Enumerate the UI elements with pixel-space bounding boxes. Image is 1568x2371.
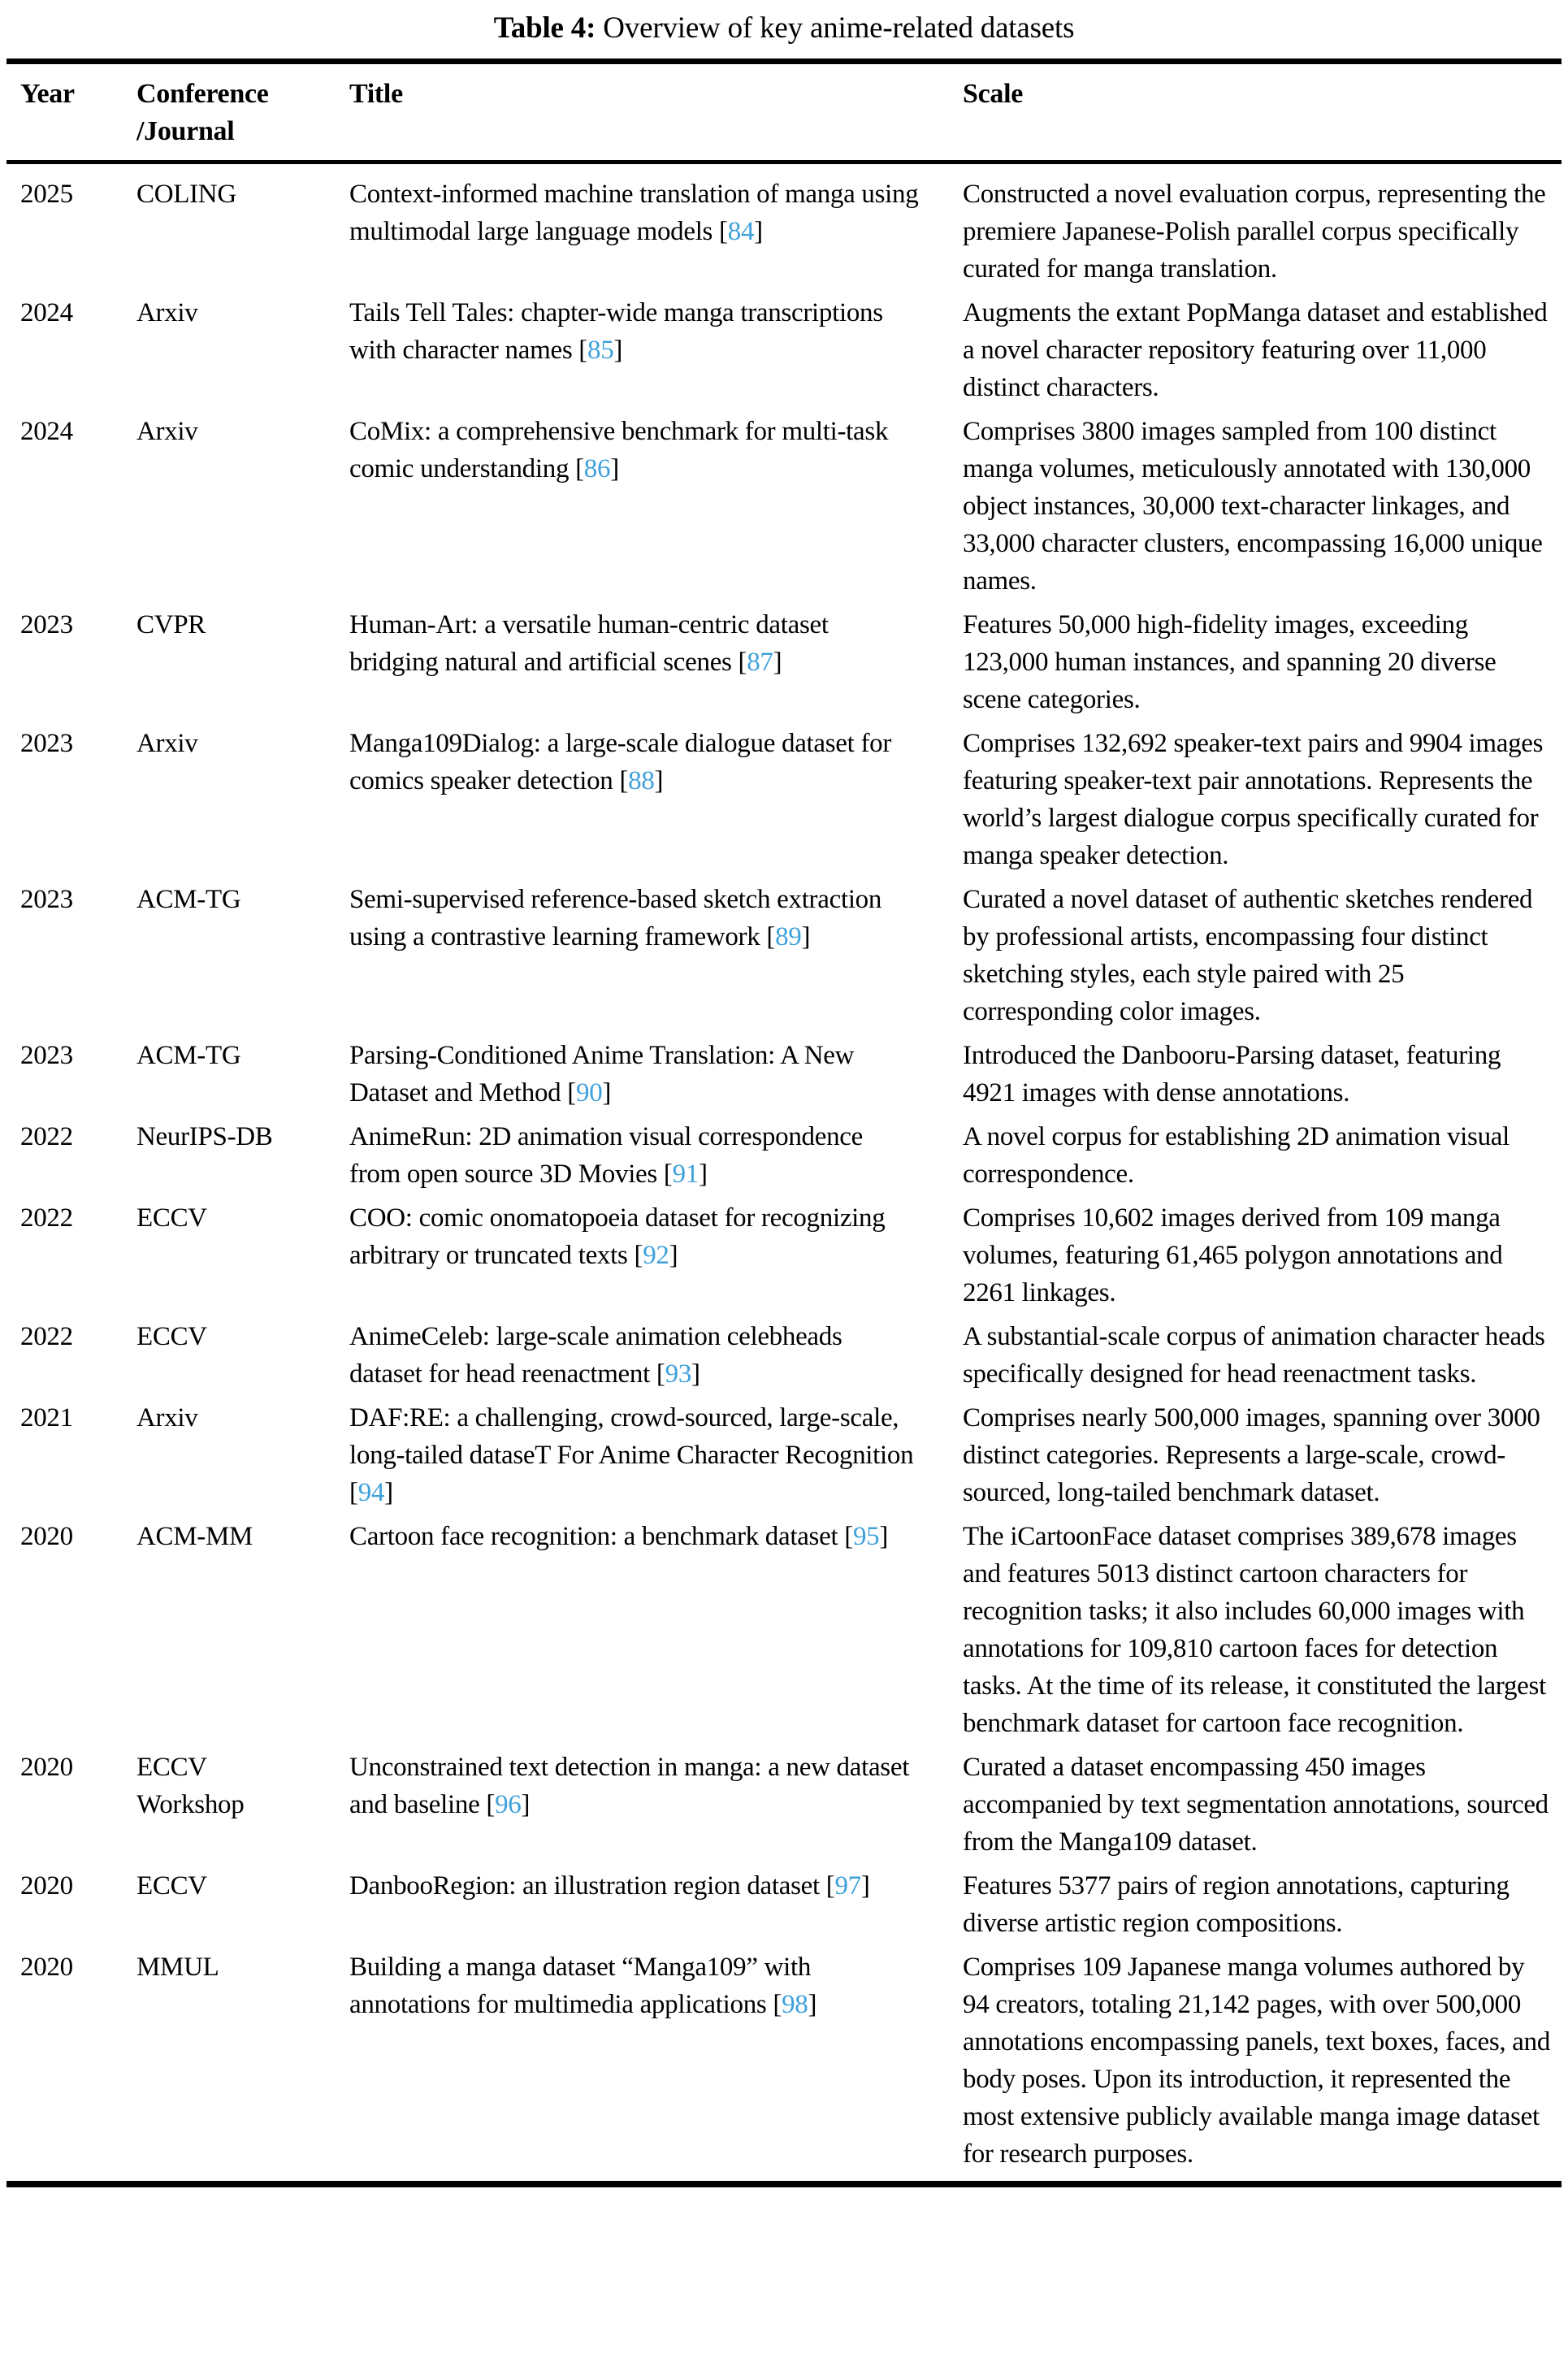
title-cell <box>336 722 949 878</box>
scale-description: Features 50,000 high-fidelity images, exceeding 123,000 human instances, and spanning 20 diverse scene categories. <box>963 610 1497 714</box>
conference-value: Arxiv <box>136 298 198 327</box>
datasets-table <box>6 59 1562 2187</box>
citation-bracket-close: ] <box>669 1241 678 1270</box>
table-row <box>6 1196 1562 1315</box>
year-value: 2023 <box>20 729 73 758</box>
year-value: 2020 <box>20 1522 73 1551</box>
paper-page <box>0 10 1568 2187</box>
conference-value: COLING <box>136 180 236 209</box>
year-cell <box>6 1315 123 1396</box>
conference-value: ACM-TG <box>136 885 241 914</box>
paper-title: AnimeRun: 2D animation visual correspondence from open source 3D Movies <box>349 1122 863 1189</box>
citation-link[interactable]: 96 <box>495 1790 522 1819</box>
year-value: 2023 <box>20 1041 73 1070</box>
paper-title: Tails Tell Tales: chapter-wide manga transcriptions with character names <box>349 298 883 365</box>
scale-description: Constructed a novel evaluation corpus, representing the premiere Japanese-Polish parallel corpus specifically curated for manga translation. <box>963 180 1546 284</box>
scale-description: The iCartoonFace dataset comprises 389,678 images and features 5013 distinct cartoon characters for recognition tasks; it also includes 60,000 images with annotations for 109,810 cartoon faces for detection tasks. At the time of its release, it constituted the largest benchmark dataset for cartoon face recognition. <box>963 1522 1546 1738</box>
scale-cell <box>949 1315 1562 1396</box>
year-value: 2020 <box>20 1953 73 1982</box>
year-cell <box>6 722 123 878</box>
year-cell <box>6 603 123 722</box>
title-cell <box>336 163 949 292</box>
conference-cell <box>123 163 336 292</box>
scale-description: Comprises nearly 500,000 images, spanning over 3000 distinct categories. Represents a large-scale, crowd-sourced, long-tailed benchmark dataset. <box>963 1403 1540 1507</box>
scale-description: Curated a novel dataset of authentic sketches rendered by professional artists, encompassing four distinct sketching styles, each style paired with 25 corresponding color images. <box>963 885 1533 1026</box>
conference-cell <box>123 410 336 603</box>
table-row <box>6 1034 1562 1115</box>
scale-cell <box>949 163 1562 292</box>
conference-value: Arxiv <box>136 729 198 758</box>
scale-description: Curated a dataset encompassing 450 images accompanied by text segmentation annotations, sourced from the Manga109 dataset. <box>963 1753 1549 1857</box>
citation-bracket-open: [ <box>760 922 776 951</box>
year-cell <box>6 291 123 410</box>
scale-description: A substantial-scale corpus of animation character heads specifically designed for head reenactment tasks. <box>963 1322 1545 1389</box>
citation-link[interactable]: 94 <box>357 1478 385 1507</box>
conference-value: ECCV <box>136 1322 207 1351</box>
conference-value: ACM-MM <box>136 1522 253 1551</box>
title-cell <box>336 1515 949 1745</box>
citation-bracket-close: ] <box>699 1159 708 1189</box>
title-cell <box>336 1745 949 1864</box>
table-row <box>6 1864 1562 1945</box>
citation-link[interactable]: 95 <box>852 1522 880 1551</box>
scale-description: Comprises 109 Japanese manga volumes authored by 94 creators, totaling 21,142 pages, with over 500,000 annotations encompassing panels, text boxes, faces, and body poses. Upon its introduction, it represented the most extensive publicly available manga image dataset for research purposes. <box>963 1953 1551 2169</box>
paper-title: CoMix: a comprehensive benchmark for multi-task comic understanding <box>349 417 889 483</box>
table-row <box>6 163 1562 292</box>
citation-link[interactable]: 85 <box>587 336 614 365</box>
scale-cell <box>949 1396 1562 1515</box>
citation-bracket-open: [ <box>713 217 728 246</box>
citation-link[interactable]: 86 <box>583 454 611 483</box>
year-cell <box>6 1945 123 2184</box>
table-row <box>6 878 1562 1034</box>
conference-value: CVPR <box>136 610 206 639</box>
paper-title: AnimeCeleb: large-scale animation celebheads dataset for head reenactment <box>349 1322 842 1389</box>
year-value: 2020 <box>20 1753 73 1782</box>
scale-cell <box>949 1864 1562 1945</box>
conference-cell <box>123 1315 336 1396</box>
paper-title: Semi-supervised reference-based sketch extraction using a contrastive learning framework <box>349 885 882 951</box>
scale-description: Introduced the Danbooru-Parsing dataset, featuring 4921 images with dense annotations. <box>963 1041 1501 1107</box>
column-header-title: Title <box>336 62 949 163</box>
table-header <box>6 62 1562 163</box>
scale-cell <box>949 1515 1562 1745</box>
title-cell <box>336 1864 949 1945</box>
conference-value: Arxiv <box>136 1403 198 1433</box>
paper-title: Building a manga dataset “Manga109” with annotations for multimedia applications <box>349 1953 812 2019</box>
table-caption-label: Table 4: <box>493 11 596 45</box>
year-value: 2022 <box>20 1122 73 1151</box>
scale-cell <box>949 1034 1562 1115</box>
year-cell <box>6 1745 123 1864</box>
table-caption <box>6 10 1562 47</box>
scale-description: Features 5377 pairs of region annotations, capturing diverse artistic region compositions. <box>963 1871 1510 1938</box>
conference-value: MMUL <box>136 1953 219 1982</box>
conference-cell <box>123 1864 336 1945</box>
citation-bracket-close: ] <box>602 1078 612 1107</box>
scale-cell <box>949 878 1562 1034</box>
conference-value: ECCV Workshop <box>136 1753 245 1819</box>
table-row <box>6 1515 1562 1745</box>
citation-bracket-close: ] <box>691 1359 700 1389</box>
scale-cell <box>949 291 1562 410</box>
conference-cell <box>123 1515 336 1745</box>
table-row <box>6 722 1562 878</box>
conference-cell <box>123 291 336 410</box>
paper-title: Parsing-Conditioned Anime Translation: A New Dataset and Method <box>349 1041 855 1107</box>
citation-link[interactable]: 91 <box>672 1159 699 1189</box>
paper-title: Unconstrained text detection in manga: a new dataset and baseline <box>349 1753 910 1819</box>
title-cell <box>336 1945 949 2184</box>
table-row <box>6 1115 1562 1196</box>
year-cell <box>6 1515 123 1745</box>
citation-bracket-close: ] <box>610 454 619 483</box>
scale-cell <box>949 410 1562 603</box>
column-header-scale: Scale <box>949 62 1562 163</box>
table-row <box>6 1396 1562 1515</box>
conference-cell <box>123 1945 336 2184</box>
conference-cell <box>123 1034 336 1115</box>
scale-cell <box>949 1115 1562 1196</box>
citation-bracket-close: ] <box>521 1790 531 1819</box>
citation-bracket-close: ] <box>384 1478 393 1507</box>
title-cell <box>336 1315 949 1396</box>
year-value: 2024 <box>20 298 73 327</box>
citation-link[interactable]: 93 <box>665 1359 692 1389</box>
year-value: 2024 <box>20 417 73 446</box>
citation-link[interactable]: 88 <box>628 766 655 795</box>
scale-cell <box>949 1745 1562 1864</box>
scale-description: Comprises 132,692 speaker-text pairs and 9904 images featuring speaker-text pair annotations. Represents the world’s largest dialogue corpus specifically curated for manga speaker detection. <box>963 729 1544 870</box>
year-cell <box>6 163 123 292</box>
conference-value: Arxiv <box>136 417 198 446</box>
year-cell <box>6 1034 123 1115</box>
conference-value: NeurIPS-DB <box>136 1122 273 1151</box>
scale-description: Comprises 10,602 images derived from 109 manga volumes, featuring 61,465 polygon annotations and 2261 linkages. <box>963 1203 1503 1307</box>
scale-cell <box>949 722 1562 878</box>
year-value: 2021 <box>20 1403 73 1433</box>
title-cell <box>336 410 949 603</box>
column-header-conference: Conference /Journal <box>123 62 336 163</box>
citation-bracket-open: [ <box>572 336 587 365</box>
conference-value: ECCV <box>136 1871 207 1901</box>
conference-cell <box>123 603 336 722</box>
paper-title: DanbooRegion: an illustration region dataset <box>349 1871 820 1901</box>
table-row <box>6 410 1562 603</box>
citation-bracket-close: ] <box>773 648 782 677</box>
year-value: 2020 <box>20 1871 73 1901</box>
year-cell <box>6 410 123 603</box>
conference-cell <box>123 1396 336 1515</box>
paper-title: Manga109Dialog: a large-scale dialogue dataset for comics speaker detection <box>349 729 892 795</box>
title-cell <box>336 291 949 410</box>
citation-bracket-open: [ <box>349 1478 358 1507</box>
title-cell <box>336 1196 949 1315</box>
citation-bracket-open: [ <box>627 1241 643 1270</box>
citation-link[interactable]: 90 <box>576 1078 603 1107</box>
paper-title: Cartoon face recognition: a benchmark dataset <box>349 1522 838 1551</box>
citation-bracket-open: [ <box>649 1359 665 1389</box>
scale-cell <box>949 603 1562 722</box>
citation-bracket-open: [ <box>569 454 584 483</box>
conference-value: ACM-TG <box>136 1041 241 1070</box>
scale-cell <box>949 1196 1562 1315</box>
conference-cell <box>123 1745 336 1864</box>
citation-bracket-close: ] <box>860 1871 870 1901</box>
conference-value: ECCV <box>136 1203 207 1233</box>
paper-title: Context-informed machine translation of manga using multimodal large language models <box>349 180 919 246</box>
citation-link[interactable]: 89 <box>775 922 802 951</box>
citation-bracket-open: [ <box>838 1522 853 1551</box>
citation-link[interactable]: 98 <box>782 1990 808 2019</box>
column-header-year: Year <box>6 62 123 163</box>
citation-bracket-open: [ <box>819 1871 835 1901</box>
citation-bracket-open: [ <box>613 766 629 795</box>
table-row <box>6 291 1562 410</box>
citation-bracket-open: [ <box>766 1990 782 2019</box>
title-cell <box>336 878 949 1034</box>
conference-cell <box>123 722 336 878</box>
year-cell <box>6 1115 123 1196</box>
citation-bracket-close: ] <box>808 1990 817 2019</box>
citation-link[interactable]: 84 <box>727 217 755 246</box>
conference-cell <box>123 1196 336 1315</box>
title-cell <box>336 1115 949 1196</box>
year-value: 2023 <box>20 610 73 639</box>
year-cell <box>6 1396 123 1515</box>
citation-bracket-close: ] <box>879 1522 889 1551</box>
citation-bracket-close: ] <box>801 922 811 951</box>
title-cell <box>336 1034 949 1115</box>
citation-bracket-open: [ <box>479 1790 496 1819</box>
title-cell <box>336 603 949 722</box>
citation-link[interactable]: 97 <box>834 1871 861 1901</box>
scale-description: Comprises 3800 images sampled from 100 distinct manga volumes, meticulously annotated with 130,000 object instances, 30,000 text-character linkages, and 33,000 character clusters, encompassing 16,000 unique names. <box>963 417 1543 596</box>
table-row <box>6 1945 1562 2184</box>
citation-link[interactable]: 92 <box>643 1241 669 1270</box>
paper-title: COO: comic onomatopoeia dataset for recognizing arbitrary or truncated texts <box>349 1203 886 1270</box>
citation-bracket-close: ] <box>754 217 763 246</box>
conference-cell <box>123 1115 336 1196</box>
conference-cell <box>123 878 336 1034</box>
scale-description: A novel corpus for establishing 2D animation visual correspondence. <box>963 1122 1510 1189</box>
year-cell <box>6 1864 123 1945</box>
year-value: 2022 <box>20 1322 73 1351</box>
table-row <box>6 603 1562 722</box>
table-row <box>6 1745 1562 1864</box>
citation-bracket-open: [ <box>561 1078 576 1107</box>
citation-bracket-open: [ <box>656 1159 673 1189</box>
citation-bracket-open: [ <box>731 648 747 677</box>
citation-bracket-close: ] <box>654 766 664 795</box>
table-row <box>6 1315 1562 1396</box>
year-cell <box>6 1196 123 1315</box>
scale-cell <box>949 1945 1562 2184</box>
table-caption-text: Overview of key anime-related datasets <box>596 11 1075 45</box>
table-body <box>6 163 1562 2185</box>
year-value: 2025 <box>20 180 73 209</box>
citation-link[interactable]: 87 <box>747 648 773 677</box>
year-cell <box>6 878 123 1034</box>
paper-title: Human-Art: a versatile human-centric dataset bridging natural and artificial scenes <box>349 610 829 677</box>
title-cell <box>336 1396 949 1515</box>
scale-description: Augments the extant PopManga dataset and established a novel character repository featuring over 11,000 distinct characters. <box>963 298 1548 402</box>
year-value: 2023 <box>20 885 73 914</box>
year-value: 2022 <box>20 1203 73 1233</box>
paper-title: DAF:RE: a challenging, crowd-sourced, large-scale, long-tailed dataseT For Anime Character Recognition <box>349 1403 914 1470</box>
citation-bracket-close: ] <box>613 336 623 365</box>
